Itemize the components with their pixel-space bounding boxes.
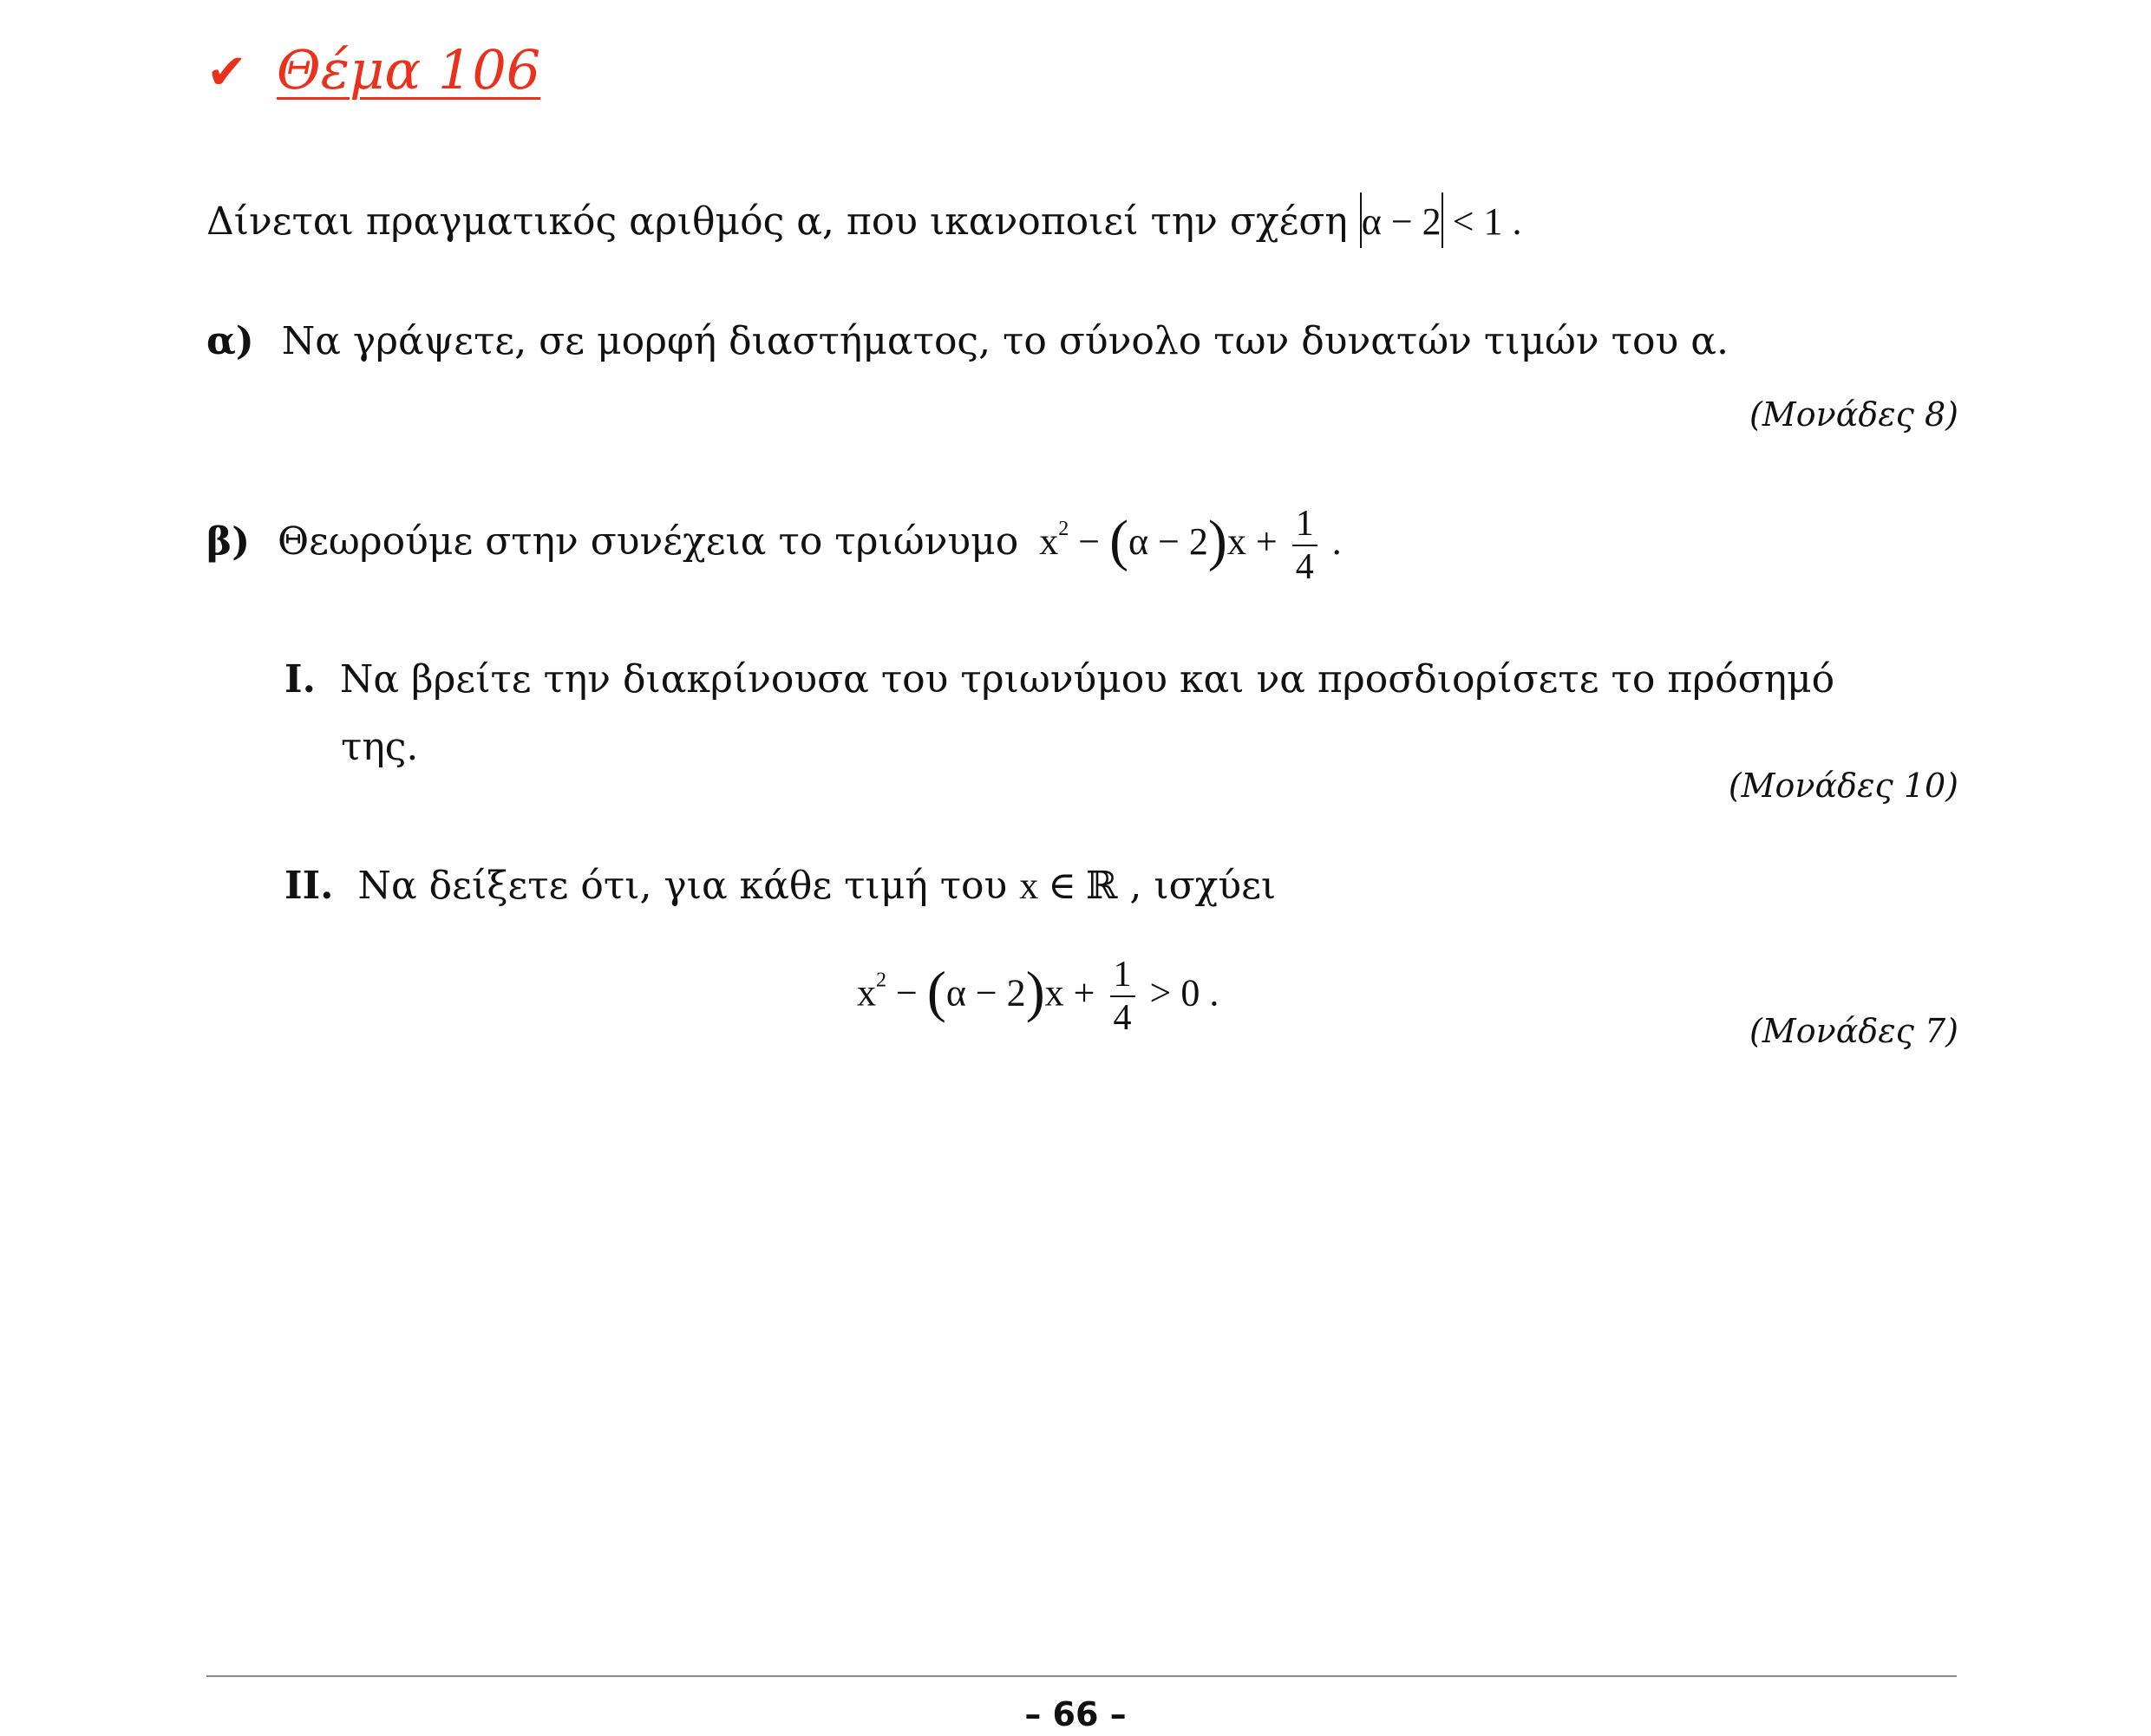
check-icon: ✔ — [206, 44, 247, 101]
section-title — [206, 38, 540, 101]
intro-text: Δίνεται πραγματικός αριθμός α, που ικανοποιεί την σχέση — [206, 199, 1348, 244]
x-in-reals: x ∈ ℝ — [1019, 865, 1118, 907]
abs-expression: α − 2 < 1 . — [1360, 200, 1522, 243]
inequality-expression: $x^2 - (\alpha - 2)x$ + $\frac{1}{4}$ > 0 . — [857, 955, 1219, 1039]
part-b — [206, 503, 1342, 589]
part-a-label: α) — [206, 319, 254, 363]
trinomial-expression: $x^2 - (\alpha - 2)x$ + $\frac{1}{4}$ . — [1039, 504, 1342, 588]
part-a — [206, 319, 1729, 363]
part-b-label: β) — [206, 519, 251, 565]
part-b2-text: Να δείξετε ότι, για κάθε τιμή του — [357, 864, 1008, 908]
part-b1-text: Να βρείτε την διακρίνουσα του τριωνύμου και να προσδιορίσετε το πρόσημό — [339, 657, 1835, 702]
part-b-text: Θεωρούμε στην συνέχεια το τριώνυμο — [278, 519, 1019, 565]
title-text: Θέμα 106 — [276, 38, 541, 101]
part-a-marks: (Μονάδες 8) — [1749, 395, 1958, 434]
intro-line — [206, 193, 1521, 248]
part-b2-marks: (Μονάδες 7) — [1749, 1012, 1958, 1050]
page-number: – 66 – — [1024, 1695, 1127, 1733]
part-b1-label: I. — [284, 657, 316, 702]
part-b2-text-post: , ισχύει — [1129, 864, 1277, 908]
part-a-text: Να γράψετε, σε μορφή διαστήματος, το σύνολο των δυνατών τιμών του α. — [281, 319, 1729, 363]
part-b1-marks: (Μονάδες 10) — [1728, 767, 1958, 805]
part-b1-line1 — [284, 657, 1835, 702]
fraction-one-quarter: $\frac{1}{4}$ — [1292, 503, 1317, 589]
part-b1-line2: της. — [341, 725, 419, 769]
part-b2-line — [284, 864, 1277, 908]
footer-divider — [206, 1675, 1957, 1677]
part-b2-label: II. — [284, 864, 334, 908]
fraction-one-quarter-2: $\frac{1}{4}$ — [1110, 954, 1135, 1040]
